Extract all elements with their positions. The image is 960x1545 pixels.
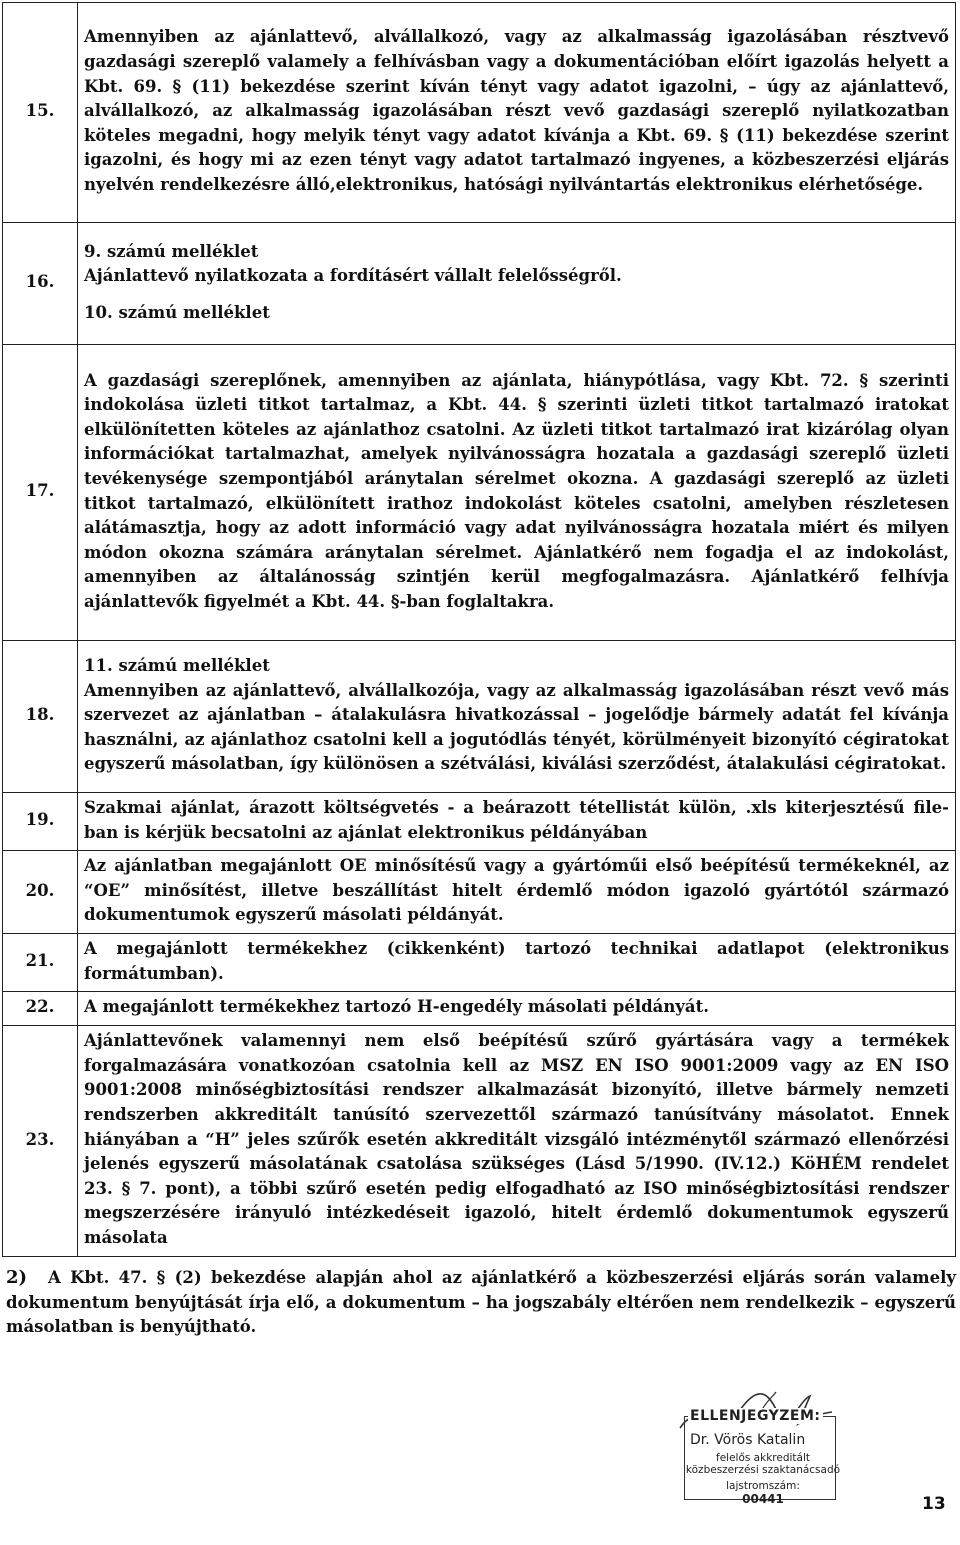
footnote-paragraph (6, 1266, 956, 1340)
item-text: Amennyiben az ajánlattevő, alvállalkozója, vagy az alkalmasság igazolásában részt vevő más szervezet az ajánlatban – átalakulásra hivatkozással – jogelődje bármely adatát fel kívánja használni, az ajánlathoz csatolni kell a jogutódlás tényét, körülményeit bizonyító cégiratokat egyszerű másolatban, így különösen a szétválási, kiválási szerződést, átalakulási cégiratokat. (84, 680, 949, 774)
item-text: Amennyiben az ajánlattevő, alvállalkozó, vagy az alkalmasság igazolásában résztvevő gazdasági szereplő valamely a felhívásban vagy a dokumentációban előírt igazolás helyett a Kbt. 69. § (11) bekezdése szerint kíván tényt vagy adatot igazolni, – úgy az ajánlattevő, alvállalkozó, az alkalmasság igazolásában részt vevő gazdasági szereplő nyilatkozatban köteles megadni, hogy melyik tényt vagy adatot kívánja a Kbt. 69. § (11) bekezdése szerint igazolni, és hogy mi az ezen tényt vagy adatot tartalmazó ingyenes, a közbeszerzési eljárás nyelvén rendelkezésre álló,elektronikus, hatósági nyilvántartás elektronikus elérhetősége. (78, 3, 956, 223)
item-number: 16. (3, 223, 78, 345)
item-number: 18. (3, 641, 78, 793)
item-text: Szakmai ajánlat, árazott költségvetés - a beárazott tétellistát külön, .xls kiterjesztésű file-ban is kérjük becsatolni az ajánlat elektronikus példányában (78, 793, 956, 851)
table-row (3, 793, 956, 851)
annex-title: 10. számú melléklet (84, 302, 270, 322)
stamp-role (678, 1452, 848, 1476)
note-text: A Kbt. 47. § (2) bekezdése alapján ahol az ajánlatkérő a közbeszerzési eljárás során valamely dokumentum benyújtását írja elő, a dokumentum – ha jogszabály eltérően nem rendelkezik – egyszerű másolatban is benyújtható. (6, 1268, 956, 1337)
item-number: 20. (3, 851, 78, 934)
annex-title: 11. számú melléklet (84, 656, 270, 676)
table-row (3, 345, 956, 641)
item-text: Az ajánlatban megajánlott OE minősítésű vagy a gyártóműi első beépítésű termékeknél, az “OE” minősítést, illetve beszállítást hitelt érdemlő módon igazoló gyártótól származó dokumentumok egyszerű másolati példányát. (78, 851, 956, 934)
item-text: A megajánlott termékekhez tartozó H-engedély másolati példányát. (78, 992, 956, 1026)
table-row (3, 3, 956, 223)
item-content (78, 223, 956, 345)
table-row (3, 933, 956, 991)
item-number: 15. (3, 3, 78, 223)
stamp-registry-number: 00441 (742, 1492, 784, 1506)
stamp-heading: ELLENJEGYZEM: (690, 1408, 821, 1424)
item-text: A gazdasági szereplőnek, amennyiben az ajánlata, hiánypótlása, vagy Kbt. 72. § szerinti indokolása üzleti titkot tartalmaz, a Kbt. 44. § szerinti üzleti titkot tartalmazó iratokat elkülönítetten köteles az ajánlathoz csatolni. Az üzleti titkot tartalmazó irat kizárólag olyan információkat tartalmazhat, amelyek nyilvánosságra hozatala a gazdasági szereplő üzleti tevékenysége szempontjából aránytalan sérelmet okozna. A gazdasági szereplő az üzleti titkot tartalmazó, elkülönített irathoz indokolást köteles csatolni, amelyben részletesen alátámasztja, hogy az adott információ vagy adat nyilvánosságra hozatala miért és milyen módon okozna számára aránytalan sérelmet. Ajánlatkérő nem fogadja el az indokolást, amennyiben az általánosság szintjén kerül megfogalmazásra. Ajánlatkérő felhívja ajánlattevők figyelmét a Kbt. 44. §-ban foglaltakra. (78, 345, 956, 641)
page-number: 13 (922, 1494, 946, 1514)
countersign-stamp (660, 1388, 842, 1506)
item-content (78, 641, 956, 793)
item-number: 19. (3, 793, 78, 851)
table-row (3, 1026, 956, 1256)
item-number: 17. (3, 345, 78, 641)
table-row (3, 641, 956, 793)
requirements-table (2, 2, 956, 1257)
table-row (3, 223, 956, 345)
annex-title: 9. számú melléklet (84, 241, 259, 261)
stamp-name: Dr. Vörös Katalin (690, 1432, 806, 1448)
item-text: A megajánlott termékekhez (cikkenként) tartozó technikai adatlapot (elektronikus formátumban). (78, 933, 956, 991)
stamp-registry-label: lajstromszám: (726, 1480, 800, 1492)
stamp-role-line: közbeszerzési szaktanácsadó (685, 1464, 841, 1476)
item-number: 22. (3, 992, 78, 1026)
note-marker: 2) (6, 1267, 28, 1288)
table-row (3, 992, 956, 1026)
item-number: 23. (3, 1026, 78, 1256)
item-number: 21. (3, 933, 78, 991)
item-text: Ajánlattevőnek valamennyi nem első beépítésű szűrő gyártására vagy a termékek forgalmazására vonatkozóan csatolnia kell az MSZ EN ISO 9001:2009 vagy az EN ISO 9001:2008 minőségbiztosítási rendszer alkalmazását bizonyító, illetve bármely nemzeti rendszerben akkreditált tanúsító szervezettől származó tanúsítvány másolatot. Ennek hiányában a “H” jeles szűrők esetén akkreditált vizsgáló intézménytől származó ellenőrzési jelenés egyszerű másolatának csatolása szükséges (Lásd 5/1990. (IV.12.) KöHÉM rendelet 23. § 7. pont), a többi szűrő esetén pedig elfogadható az ISO minőségbiztosítási rendszer megszerzésére irányuló intézkedéseit igazoló, hitelt érdemlő dokumentumok egyszerű másolata (78, 1026, 956, 1256)
item-text: Ajánlattevő nyilatkozata a fordításért vállalt felelősségről. (84, 266, 622, 286)
stamp-role-line: felelős akkreditált (716, 1452, 810, 1464)
table-row (3, 851, 956, 934)
